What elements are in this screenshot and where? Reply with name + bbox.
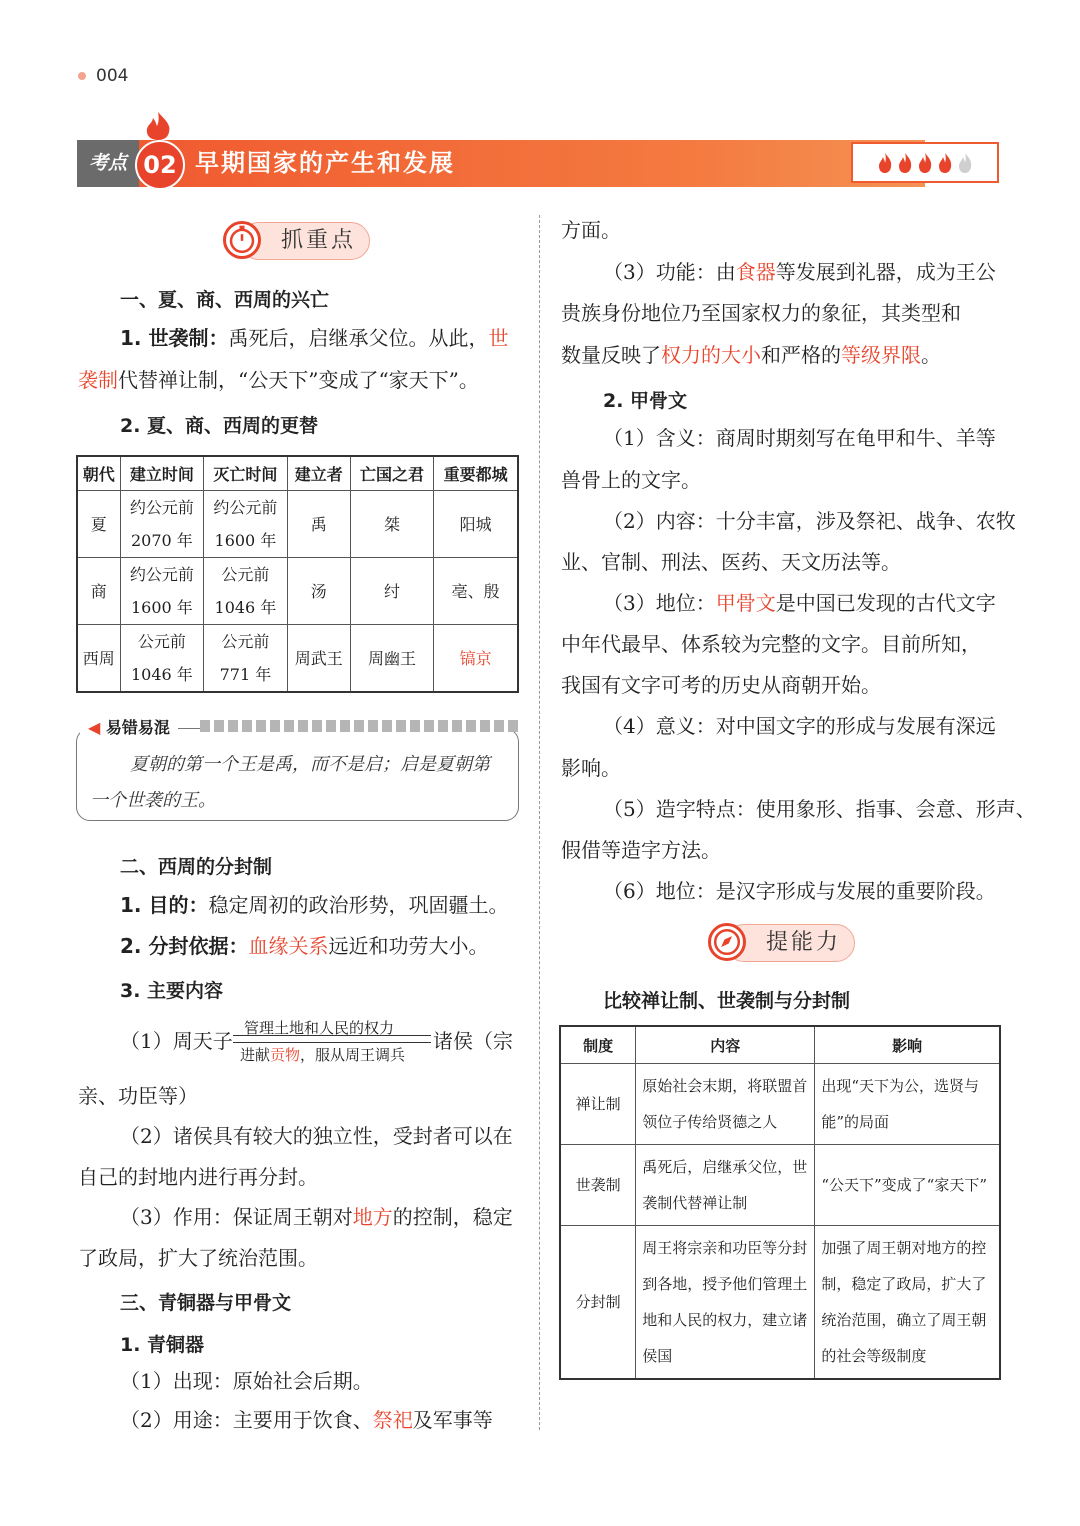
table-header-cell: 灭亡时间 xyxy=(204,456,288,491)
paragraph: 中年代最早、体系较为完整的文字。目前所知， xyxy=(561,632,981,656)
sub-heading: 2. 夏、商、西周的更替 xyxy=(120,415,319,437)
table-cell: 约公元前 1600 年 xyxy=(120,558,204,625)
warning-title: ◀ 易错易混 xyxy=(80,715,178,737)
table-cell: 约公元前 2070 年 xyxy=(120,491,204,558)
paragraph: 兽骨上的文字。 xyxy=(561,468,701,492)
table-cell: 汤 xyxy=(287,558,350,625)
flame-icon xyxy=(917,152,933,174)
table-cell: 阳城 xyxy=(434,491,518,558)
table-cell: 禹死后，启继承父位，世袭制代替禅让制 xyxy=(636,1145,815,1226)
table-row xyxy=(77,558,518,625)
table-cell: 约公元前 1600 年 xyxy=(204,491,288,558)
table-cell: 公元前 1046 年 xyxy=(120,625,204,693)
paragraph: 业、官制、刑法、医药、天文历法等。 xyxy=(561,550,901,574)
paragraph: （6）地位：是汉字形成与发展的重要阶段。 xyxy=(603,879,996,903)
table-cell: 禹 xyxy=(287,491,350,558)
table-cell: 世袭制 xyxy=(560,1145,636,1226)
formula-right: 诸侯（宗 xyxy=(433,1029,513,1053)
topic-number: 02 xyxy=(135,140,185,190)
bullet-dot-icon xyxy=(78,72,86,80)
section-heading: 二、西周的分封制 xyxy=(120,856,273,878)
page-number: 004 xyxy=(78,66,128,86)
paragraph: （1）出现：原始社会后期。 xyxy=(120,1369,373,1393)
paragraph: （4）意义：对中国文字的形成与发展有深远 xyxy=(603,714,996,738)
compass-icon xyxy=(708,923,746,961)
comparison-table xyxy=(559,1025,1001,1380)
table-cell: 商 xyxy=(77,558,120,625)
table-cell: 分封制 xyxy=(560,1226,636,1380)
table-header-cell: 建立时间 xyxy=(120,456,204,491)
topic-tag: 考点 xyxy=(77,140,139,187)
table-cell: 纣 xyxy=(350,558,434,625)
difficulty-rating xyxy=(851,142,999,183)
flame-icon xyxy=(897,152,913,174)
paragraph: 方面。 xyxy=(561,218,621,242)
table-cell: 桀 xyxy=(350,491,434,558)
section-heading: 一、夏、商、西周的兴亡 xyxy=(120,289,330,311)
paragraph: 1. 世袭制：禹死后，启继承父位。从此，世 xyxy=(120,326,509,350)
warning-text: 夏朝的第一个王是禹，而不是启；启是夏朝第 一个世袭的王。 xyxy=(90,754,490,811)
paragraph: 假借等造字方法。 xyxy=(561,838,721,862)
paragraph: 自己的封地内进行再分封。 xyxy=(78,1165,318,1189)
paragraph: 1. 目的：稳定周初的政治形势，巩固疆土。 xyxy=(120,893,509,917)
double-arrow-icon xyxy=(233,1035,431,1043)
paragraph: （1）含义：商周时期刻写在龟甲和牛、羊等 xyxy=(603,426,996,450)
table-cell: 出现“天下为公，选贤与能”的局面 xyxy=(815,1064,1000,1145)
flame-icon xyxy=(937,152,953,174)
warning-stripe xyxy=(200,720,518,732)
table-header-cell: 影响 xyxy=(815,1026,1000,1064)
sub-heading: 2. 甲骨文 xyxy=(603,390,688,412)
sub-heading: 3. 主要内容 xyxy=(120,980,224,1002)
table-cell: 加强了周王朝对地方的控制，稳定了政局，扩大了统治范围，确立了周王朝的社会等级制度 xyxy=(815,1226,1000,1380)
topic-title: 早期国家的产生和发展 xyxy=(195,149,455,177)
stopwatch-icon xyxy=(223,221,261,259)
paragraph: 贵族身份地位乃至国家权力的象征，其类型和 xyxy=(561,301,961,325)
topic-banner xyxy=(77,140,999,187)
formula-left: （1）周天子 xyxy=(120,1029,233,1053)
table-cell: 公元前 771 年 xyxy=(204,625,288,693)
table-row xyxy=(560,1064,1000,1145)
dynasty-table xyxy=(76,455,519,693)
flame-icon xyxy=(877,152,893,174)
table-cell: 镐京 xyxy=(434,625,518,693)
table-cell: 原始社会末期，将联盟首领位子传给贤德之人 xyxy=(636,1064,815,1145)
paragraph: 了政局，扩大了统治范围。 xyxy=(78,1246,318,1270)
flame-empty-icon xyxy=(957,152,973,174)
table-cell: 周幽王 xyxy=(350,625,434,693)
formula-top: 管理土地和人民的权力 xyxy=(244,1019,395,1037)
paragraph: （3）功能：由食器等发展到礼器，成为王公 xyxy=(603,260,996,284)
table-cell: 公元前 1046 年 xyxy=(204,558,288,625)
table-header-cell: 朝代 xyxy=(77,456,120,491)
table-cell: 夏 xyxy=(77,491,120,558)
formula-bottom: 进献贡物，服从周王调兵 xyxy=(240,1046,406,1064)
column-divider xyxy=(539,215,540,1430)
paragraph: （5）造字特点：使用象形、指事、会意、形声、 xyxy=(603,797,1036,821)
paragraph: （2）内容：十分丰富，涉及祭祀、战争、农牧 xyxy=(603,509,1016,533)
section-heading: 三、青铜器与甲骨文 xyxy=(120,1292,292,1314)
table-row xyxy=(77,625,518,693)
paragraph: （3）地位：甲骨文是中国已发现的古代文字 xyxy=(603,591,996,615)
paragraph: 亲、功臣等） xyxy=(78,1084,198,1108)
section-pill-ability: 提能力 xyxy=(725,924,855,962)
sub-heading: 1. 青铜器 xyxy=(120,1334,205,1356)
table-header-cell: 亡国之君 xyxy=(350,456,434,491)
table-cell: 禅让制 xyxy=(560,1064,636,1145)
table-row xyxy=(560,1226,1000,1380)
table-header-cell: 内容 xyxy=(636,1026,815,1064)
flame-icon xyxy=(135,110,181,140)
paragraph: 袭制代替禅让制，“公天下”变成了“家天下”。 xyxy=(78,368,479,392)
comparison-title: 比较禅让制、世袭制与分封制 xyxy=(603,990,851,1012)
paragraph: 我国有文字可考的历史从商朝开始。 xyxy=(561,673,881,697)
table-header-cell: 建立者 xyxy=(287,456,350,491)
table-header-cell: 重要都城 xyxy=(434,456,518,491)
paragraph: （3）作用：保证周王朝对地方的控制，稳定 xyxy=(120,1205,513,1229)
paragraph: 影响。 xyxy=(561,756,621,780)
section-pill-key-points: 抓重点 xyxy=(240,222,370,260)
table-cell: 周武王 xyxy=(287,625,350,693)
table-cell: 西周 xyxy=(77,625,120,693)
table-cell: 周王将宗亲和功臣等分封到各地，授予他们管理土地和人民的权力，建立诸侯国 xyxy=(636,1226,815,1380)
paragraph: 数量反映了权力的大小和严格的等级界限。 xyxy=(561,343,941,367)
table-header-cell: 制度 xyxy=(560,1026,636,1064)
paragraph: （2）诸侯具有较大的独立性，受封者可以在 xyxy=(120,1124,513,1148)
table-row xyxy=(560,1145,1000,1226)
paragraph: （2）用途：主要用于饮食、祭祀及军事等 xyxy=(120,1408,493,1432)
table-cell: 亳、殷 xyxy=(434,558,518,625)
paragraph: 2. 分封依据：血缘关系远近和功劳大小。 xyxy=(120,934,489,958)
table-row xyxy=(77,491,518,558)
table-cell: “公天下”变成了“家天下” xyxy=(815,1145,1000,1226)
